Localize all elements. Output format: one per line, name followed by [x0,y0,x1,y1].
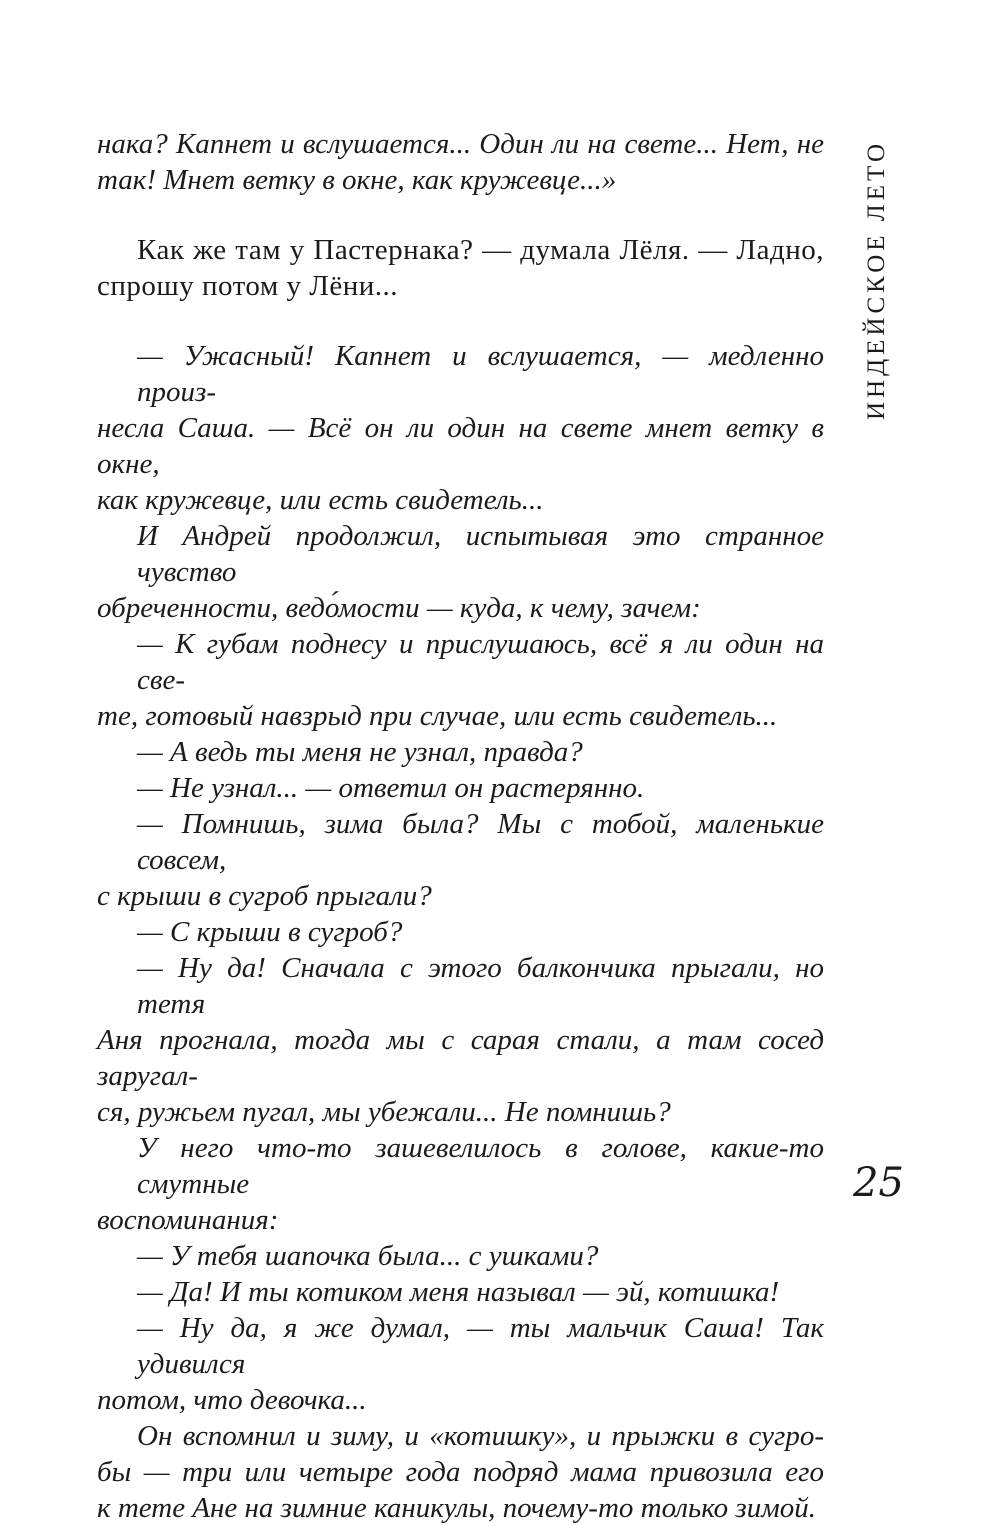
paragraph [97,950,824,1130]
paragraph [97,1418,824,1526]
paragraph [97,1238,824,1274]
text-line: спрошу потом у Лёни... [97,270,399,302]
paragraph [97,734,824,770]
running-head: ИНДЕЙСКОЕ ЛЕТО [863,139,890,421]
text-line: — У тебя шапочка была... с ушками? [137,1240,599,1272]
paragraph [97,914,824,950]
text-line: — А ведь ты меня не узнал, правда? [137,736,583,768]
text-line: с крыши в сугроб прыгали? [97,880,432,912]
text-line: нака? Капнет и вслушается... Один ли на свете... Нет, не [97,128,824,160]
text-line: бы — три или четыре года подряд мама привозила его [97,1456,824,1488]
paragraph [97,518,824,626]
paragraph [97,338,824,518]
text-line: к тете Ане на зимние каникулы, почему-то только зимой. [97,1492,816,1524]
text-line: Аня прогнала, тогда мы с сарая стали, а там сосед заругал- [97,1024,824,1092]
paragraph [97,126,824,198]
text-line: потом, что девочка... [97,1384,367,1416]
text-line: — Ну да, я же думал, — ты мальчик Саша! Так удивился [137,1312,824,1380]
page-number: 25 [853,1160,904,1206]
paragraph [97,806,824,914]
paragraph [97,626,824,734]
text-line: как кружевце, или есть свидетель... [97,484,544,516]
text-line: — К губам поднесу и прислушаюсь, всё я ли один на све- [137,628,824,696]
text-line: — Да! И ты котиком меня называл — эй, котишка! [137,1276,780,1308]
text-line: несла Саша. — Всё он ли один на свете мнет ветку в окне, [97,412,824,480]
text-line: — Ну да! Сначала с этого балкончика прыгали, но тетя [137,952,824,1020]
text-line: ся, ружьем пугал, мы убежали... Не помнишь? [97,1096,671,1128]
text-line: так! Мнет ветку в окне, как кружевце...» [97,164,617,196]
paragraph [97,1310,824,1418]
text-line: те, готовый навзрыд при случае, или есть свидетель... [97,700,778,732]
text-line: — Помнишь, зима была? Мы с тобой, маленькие совсем, [137,808,824,876]
paragraph [97,1274,824,1310]
text-line: У него что-то зашевелилось в голове, какие-то смутные [137,1132,824,1200]
paragraph [97,770,824,806]
paragraph [97,1130,824,1238]
text-line: Как же там у Пастернака? — думала Лёля. — Ладно, [137,234,824,266]
text-line: — Не узнал... — ответил он растерянно. [137,772,645,804]
text-line: Он вспомнил и зиму, и «котишку», и прыжки в сугро- [137,1420,824,1452]
body-text [97,126,824,1526]
text-line: И Андрей продолжил, испытывая это странное чувство [137,520,824,588]
paragraph [97,232,824,304]
text-line: — Ужасный! Капнет и вслушается, — медленно произ- [137,340,824,408]
text-line: обреченности, ведо́мости — куда, к чему, зачем: [97,592,701,624]
text-line: — С крыши в сугроб? [137,916,403,948]
text-line: воспоминания: [97,1204,279,1236]
